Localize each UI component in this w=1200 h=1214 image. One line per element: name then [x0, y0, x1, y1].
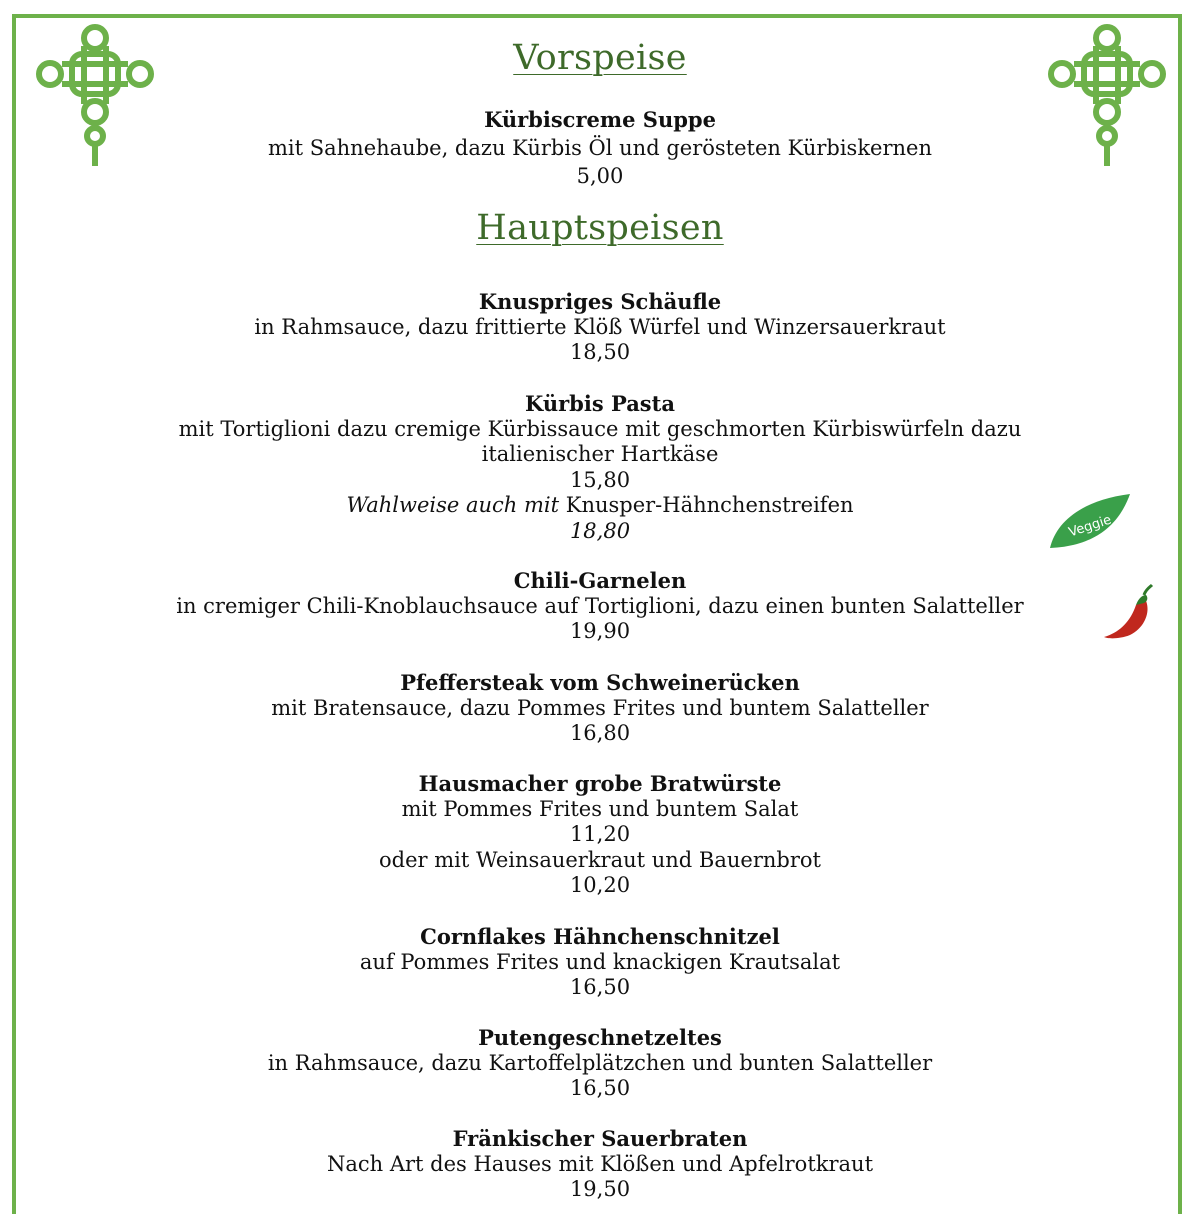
menu-item	[100, 670, 1100, 747]
dish-description: in cremiger Chili-Knoblauchsauce auf Tortiglioni, dazu einen bunten Salatteller	[176, 593, 1024, 618]
menu-item	[100, 924, 1100, 1001]
dish-name: Kürbis Pasta	[525, 391, 675, 416]
veggie-label: Veggie	[1066, 512, 1114, 541]
dish-name: Hausmacher grobe Bratwürste	[418, 771, 782, 796]
dish-description: in Rahmsauce, dazu Kartoffelplätzchen und bunten Salatteller	[267, 1050, 933, 1075]
dish-price: 16,50	[569, 975, 631, 999]
dish-name: Chili-Garnelen	[513, 568, 687, 593]
dish-description: mit Sahnehaube, dazu Kürbis Öl und gerösteten Kürbiskernen	[268, 136, 932, 160]
dish-description: mit Pommes Frites und buntem Salat	[401, 796, 799, 821]
veggie-leaf-icon	[1046, 492, 1134, 552]
dish-price: 11,20	[569, 822, 631, 846]
dish-name: Knuspriges Schäufle	[478, 289, 722, 314]
dish-option-text: Knusper-Hähnchenstreifen	[559, 493, 854, 517]
dish-alt-price: 10,20	[569, 873, 631, 897]
dish-name: Cornflakes Hähnchenschnitzel	[420, 924, 780, 949]
dish-option-price: 18,80	[569, 518, 631, 543]
menu-item	[100, 1025, 1100, 1102]
dish-price: 19,50	[569, 1177, 631, 1201]
dish-description: in Rahmsauce, dazu frittierte Klöß Würfel und Winzersauerkraut	[254, 314, 946, 339]
dish-option-prefix: Wahlweise auch mit	[346, 493, 560, 517]
menu-item	[100, 106, 1100, 190]
dish-option	[110, 493, 1090, 519]
dish-name: Fränkischer Sauerbraten	[452, 1126, 748, 1151]
dish-name: Kürbiscreme Suppe	[484, 107, 716, 132]
chili-pepper-icon	[1100, 583, 1156, 643]
dish-price: 16,80	[569, 721, 631, 745]
dish-price: 5,00	[576, 164, 624, 188]
section-title-mains: Hauptspeisen	[476, 208, 724, 248]
dish-description: Nach Art des Hauses mit Klößen und Apfelrotkraut	[326, 1151, 874, 1176]
dish-name: Pfeffersteak vom Schweinerücken	[400, 670, 800, 695]
section-title-starter: Vorspeise	[513, 38, 687, 78]
menu-item	[100, 568, 1100, 645]
dish-price: 18,50	[569, 340, 631, 364]
dish-description: mit Tortiglioni dazu cremige Kürbissauce mit geschmorten Kürbiswürfeln dazu italienischer Hartkäse	[178, 416, 1022, 466]
menu-item	[100, 1126, 1100, 1203]
dish-description: mit Bratensauce, dazu Pommes Frites und buntem Salatteller	[271, 695, 929, 720]
dish-price: 16,50	[569, 1076, 631, 1100]
menu-item	[100, 289, 1100, 366]
dish-price: 15,80	[569, 467, 631, 492]
dish-alt-description: oder mit Weinsauerkraut und Bauernbrot	[379, 847, 821, 872]
menu-item	[110, 391, 1090, 544]
dish-name: Putengeschnetzeltes	[478, 1025, 722, 1050]
menu-item	[100, 771, 1100, 899]
dish-description: auf Pommes Frites und knackigen Krautsalat	[359, 949, 841, 974]
dish-price: 19,90	[569, 619, 631, 643]
